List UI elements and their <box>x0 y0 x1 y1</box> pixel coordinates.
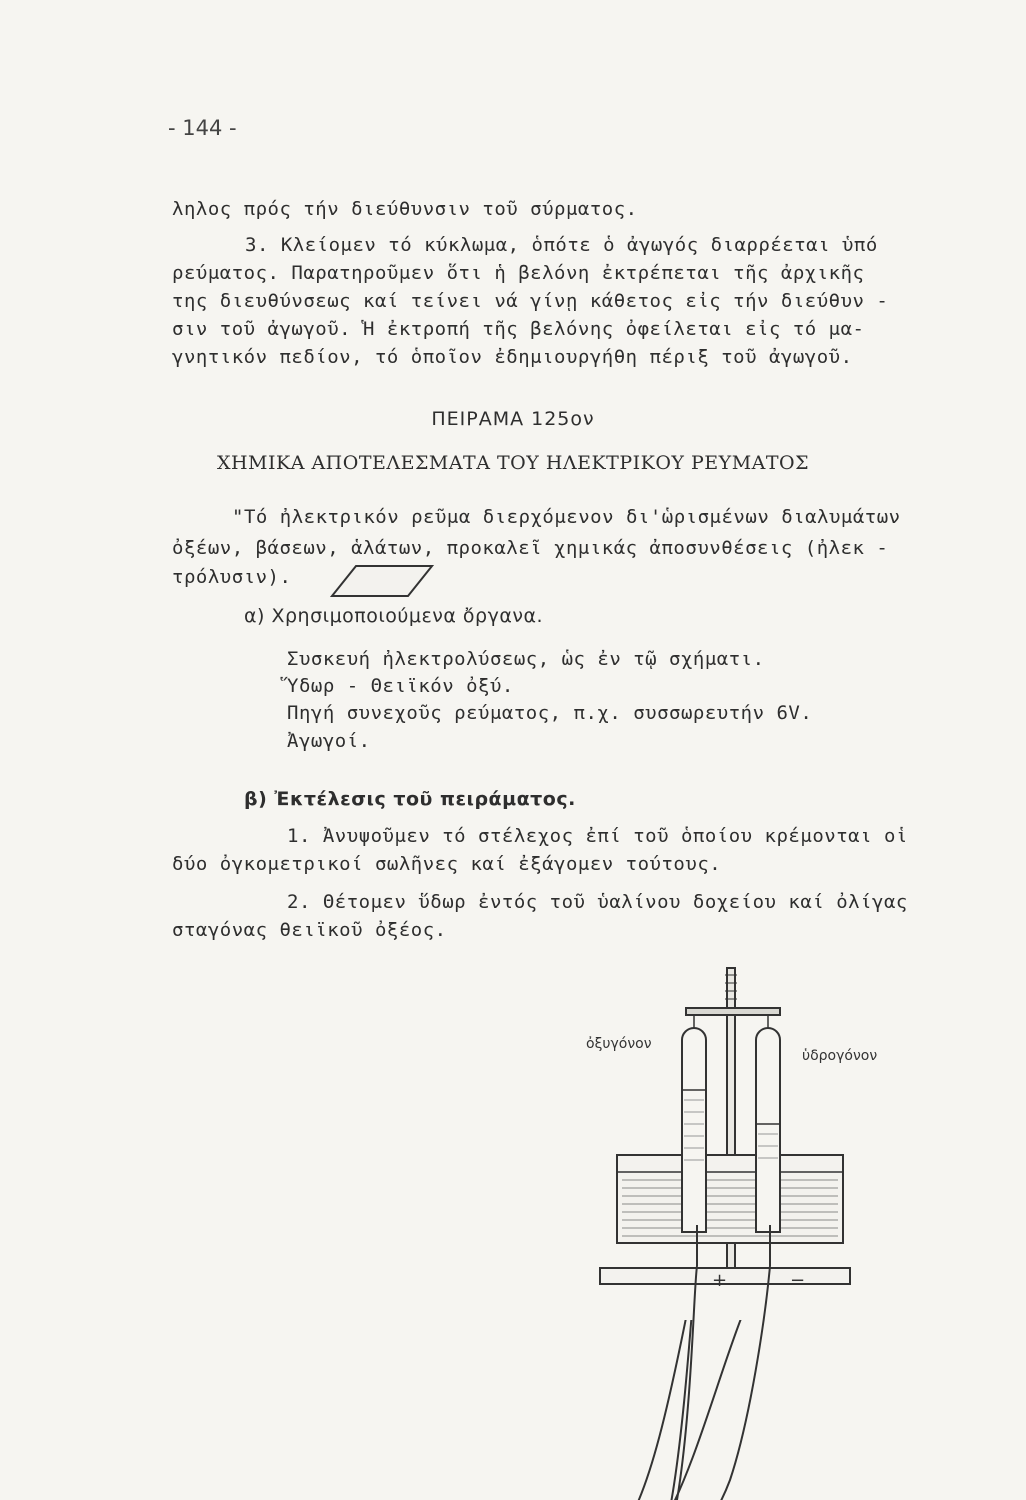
label-electrode-minus: − <box>790 1270 806 1291</box>
instrument-4: Ἀγωγοί. <box>287 730 371 752</box>
section-b-heading: β) Ἐκτέλεσις τοῦ πειράματος. <box>244 788 576 810</box>
experiment-title: ΠΕΙΡΑΜΑ 125ον <box>431 408 595 430</box>
intro-line-3: ρεύματος. Παρατηροῦμεν ὅτι ἡ βελόνη ἐκτρέπεται τῆς ἀρχικῆς <box>172 262 865 284</box>
tube-oxygen <box>682 1028 706 1232</box>
definition-line-3: τρόλυσιν). <box>172 566 292 588</box>
step-2-line-2: σταγόνας θειϊκοῦ ὀξέος. <box>172 919 447 941</box>
label-hydrogen: ὑδρογόνον <box>802 1048 878 1064</box>
crossbar <box>686 1008 780 1015</box>
definition-line-1: "Τό ἠλεκτρικόν ρεῦμα διερχόμενον δι'ὡρισμένων διαλυμάτων <box>232 506 901 528</box>
section-a-heading: α) Χρησιμοποιούμενα ὄργανα. <box>244 605 544 627</box>
intro-line-6: γνητικόν πεδίον, τό ὁποῖον ἐδημιουργήθη πέριξ τοῦ ἀγωγοῦ. <box>172 346 853 368</box>
step-1-line-1: 1. Ἀνυψοῦμεν τό στέλεχος ἐπί τοῦ ὁποίου κρέμονται οἱ <box>287 825 908 847</box>
intro-line-4: της διευθύνσεως καί τείνει νά γίνῃ κάθετος εἰς τήν διεύθυν - <box>172 290 889 312</box>
instrument-3: Πηγή συνεχοῦς ρεύματος, π.χ. συσσωρευτήν 6V. <box>287 702 813 724</box>
label-oxygen: ὀξυγόνον <box>586 1036 652 1052</box>
instrument-2: Ὕδωρ - Θειϊκόν ὀξύ. <box>287 675 514 697</box>
experiment-subtitle: ΧΗΜΙΚΑ ΑΠΟΤΕΛΕΣΜΑΤΑ ΤΟΥ ΗΛΕΚΤΡΙΚΟΥ ΡΕΥΜΑΤΟΣ <box>216 452 810 474</box>
label-electrode-plus: + <box>712 1270 728 1291</box>
step-1-line-2: δύο ὀγκομετρικοί σωλῆνες καί ἐξάγομεν τούτους. <box>172 853 722 875</box>
intro-line-1: ληλος πρός τήν διεύθυνσιν τοῦ σύρματος. <box>172 198 638 220</box>
page-number: - 144 - <box>168 116 237 140</box>
instrument-1: Συσκευή ἠλεκτρολύσεως, ὡς ἐν τῷ σχήματι. <box>287 648 765 670</box>
step-2-line-1: 2. Θέτομεν ὕδωρ ἐντός τοῦ ὑαλίνου δοχείου καί ὀλίγας <box>287 891 908 913</box>
tube-hydrogen <box>756 1028 780 1232</box>
intro-line-2: 3. Κλείομεν τό κύκλωμα, ὁπότε ὁ ἀγωγός διαρρέεται ὑπό <box>245 234 878 256</box>
definition-line-2: ὀξέων, βάσεων, ἁλάτων, προκαλεῖ χημικάς ἀποσυνθέσεις (ἠλεκ - <box>172 537 889 559</box>
intro-line-5: σιν τοῦ ἀγωγοῦ. Ἡ ἐκτροπή τῆς βελόνης ὀφείλεται εἰς τό μα- <box>172 318 865 340</box>
container <box>617 1155 843 1243</box>
